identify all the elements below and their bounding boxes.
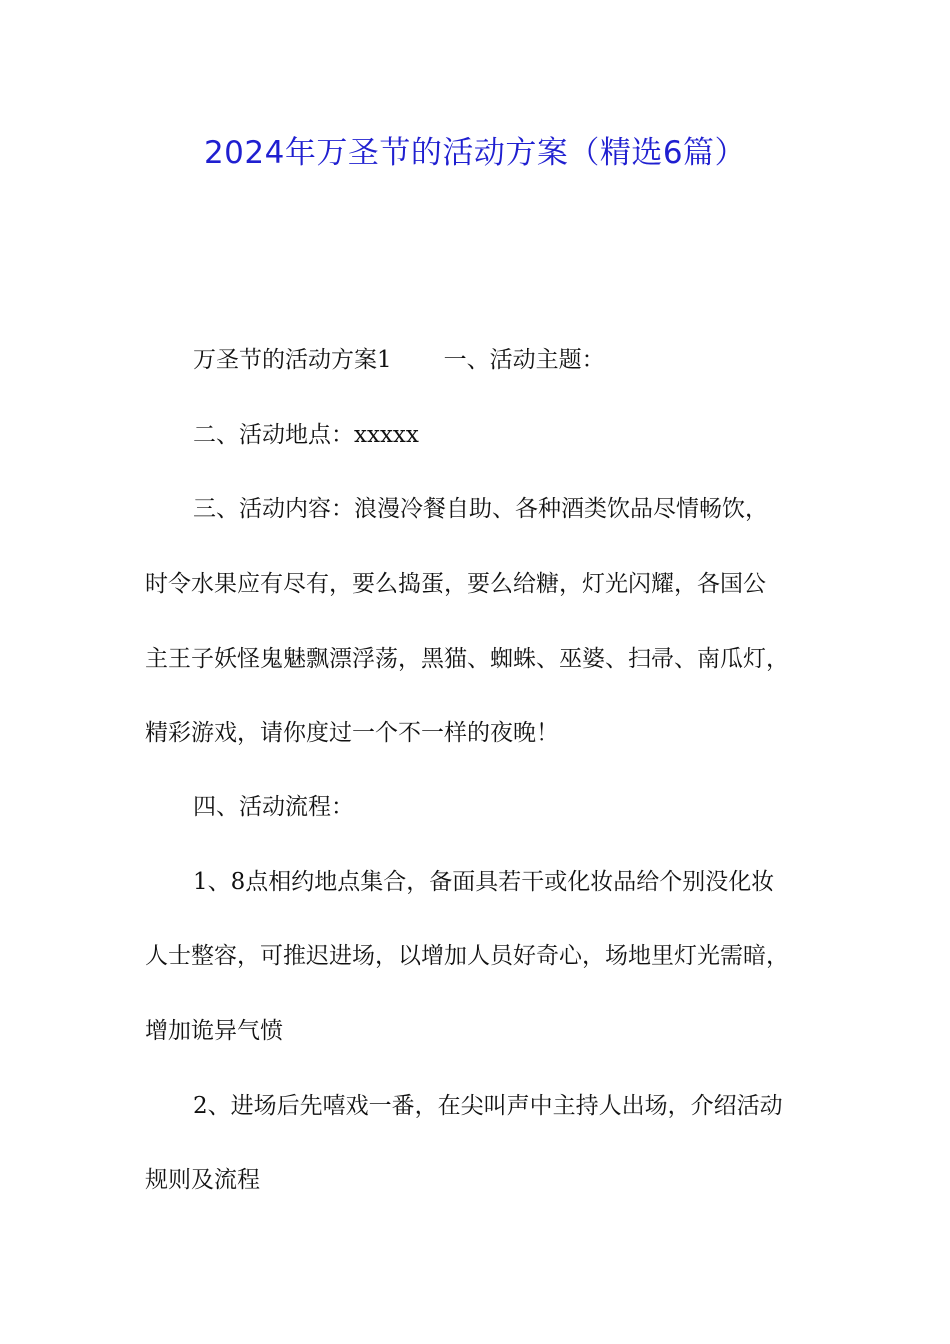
paragraph-line: 1、8点相约地点集合，备面具若干或化妆品给个别没化妆 [193, 869, 775, 895]
section-heading-line [193, 342, 605, 378]
paragraph-line: 人士整容，可推迟进场，以增加人员好奇心，场地里灯光需暗， [145, 943, 789, 969]
paragraph-line: 四、活动流程： [193, 794, 354, 820]
paragraph-line: 二、活动地点：xxxxx [193, 422, 419, 448]
paragraph-line: 时令水果应有尽有，要么捣蛋，要么给糖，灯光闪耀，各国公 [145, 571, 766, 597]
activity-theme-label: 一、活动主题： [443, 347, 605, 373]
document-title: 2024年万圣节的活动方案（精选6篇） [203, 135, 747, 171]
paragraph-line: 增加诡异气愤 [145, 1018, 283, 1044]
paragraph-line: 2、进场后先嘻戏一番，在尖叫声中主持人出场，介绍活动 [193, 1093, 783, 1119]
paragraph-line: 规则及流程 [145, 1167, 260, 1193]
paragraph-line: 三、活动内容：浪漫冷餐自助、各种酒类饮品尽情畅饮， [193, 496, 768, 522]
paragraph-line: 主王子妖怪鬼魅飘漂浮荡，黑猫、蜘蛛、巫婆、扫帚、南瓜灯， [145, 646, 789, 672]
paragraph-line: 精彩游戏，请你度过一个不一样的夜晚！ [145, 720, 559, 746]
section-heading: 万圣节的活动方案1 [193, 347, 392, 373]
